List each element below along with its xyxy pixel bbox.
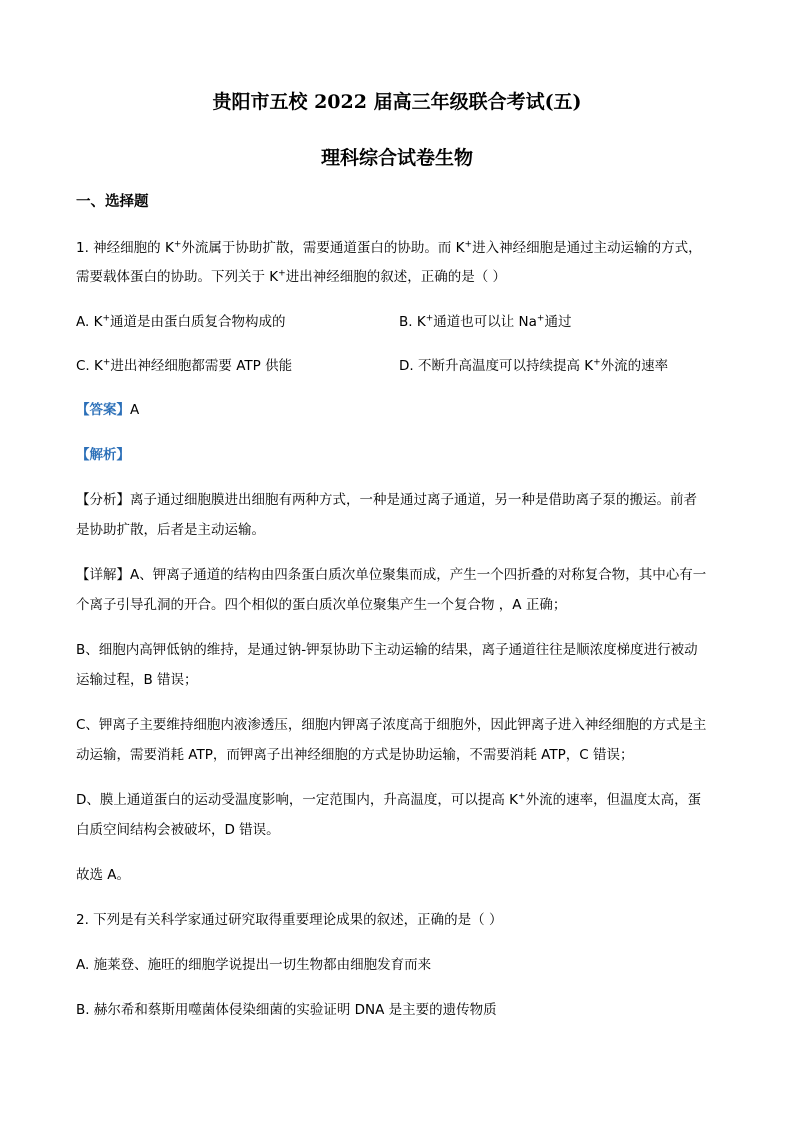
q1-analysis-heading — [76, 446, 130, 464]
q1-conclusion: 故选 A。 — [76, 867, 131, 883]
analysis-tag: 【解析】 — [76, 447, 130, 463]
answer-value: A — [130, 402, 140, 418]
q1-option-d: D. 不断升高温度可以持续提高 K+外流的速率 — [399, 357, 669, 374]
q1-stem-line-2: 需要载体蛋白的协助。下列关于 K+进出神经细胞的叙述，正确的是（ ） — [76, 268, 506, 285]
q1-detail-d-line-2: 白质空间结构会被破坏，D 错误。 — [76, 822, 280, 838]
q1-detail-b-line-1: B、细胞内高钾低钠的维持，是通过钠-钾泵协助下主动运输的结果，离子通道往往是顺浓度梯度进行被动 — [76, 642, 698, 658]
section-heading: 一、选择题 — [76, 194, 149, 210]
q1-fenxi-line-2: 是协助扩散，后者是主动运输。 — [76, 522, 265, 538]
exam-subtitle: 理科综合试卷生物 — [320, 147, 473, 169]
fenxi-tag: 【分析】 — [76, 492, 130, 508]
q1-answer — [76, 401, 139, 419]
q1-stem-line-1: 1. 神经细胞的 K+外流属于协助扩散，需要通道蛋白的协助。而 K+进入神经细胞是通过主动运输的方式， — [76, 239, 702, 256]
q1-option-b: B. K+通道也可以让 Na+通过 — [399, 313, 572, 330]
q1-detail-c-line-2: 动运输，需要消耗 ATP，而钾离子出神经细胞的方式是协助运输，不需要消耗 ATP，C 错误； — [76, 747, 634, 763]
q2-option-a: A. 施莱登、施旺的细胞学说提出一切生物都由细胞发育而来 — [76, 957, 432, 973]
q2-option-b: B. 赫尔希和蔡斯用噬菌体侵染细菌的实验证明 DNA 是主要的遗传物质 — [76, 1002, 497, 1018]
exam-title: 贵阳市五校 2022 届高三年级联合考试(五) — [212, 91, 582, 113]
q1-detail-a-line-2: 个离子引导孔洞的开合。四个相似的蛋白质次单位聚集产生一个复合物 ，A 正确； — [76, 597, 567, 613]
q1-detail-d-line-1: D、膜上通道蛋白的运动受温度影响，一定范围内，升高温度，可以提高 K+外流的速率，但温度太高，蛋 — [76, 791, 702, 808]
xiangjie-tag: 【详解】 — [76, 567, 130, 583]
q1-fenxi-line-1: 【分析】离子通过细胞膜进出细胞有两种方式，一种是通过离子通道，另一种是借助离子泵的搬运。前者 — [76, 492, 697, 508]
q1-option-c: C. K+进出神经细胞都需要 ATP 供能 — [76, 357, 293, 374]
q1-detail-b-line-2: 运输过程，B 错误； — [76, 672, 198, 688]
q2-stem: 2. 下列是有关科学家通过研究取得重要理论成果的叙述，正确的是（ ） — [76, 912, 503, 928]
q1-option-a: A. K+通道是由蛋白质复合物构成的 — [76, 313, 286, 330]
answer-tag: 【答案】 — [76, 402, 130, 418]
q1-detail-c-line-1: C、钾离子主要维持细胞内液渗透压，细胞内钾离子浓度高于细胞外，因此钾离子进入神经细胞的方式是主 — [76, 717, 707, 733]
q1-detail-a-line-1: 【详解】A、钾离子通道的结构由四条蛋白质次单位聚集而成，产生一个四折叠的对称复合物，其中心有一 — [76, 567, 707, 583]
